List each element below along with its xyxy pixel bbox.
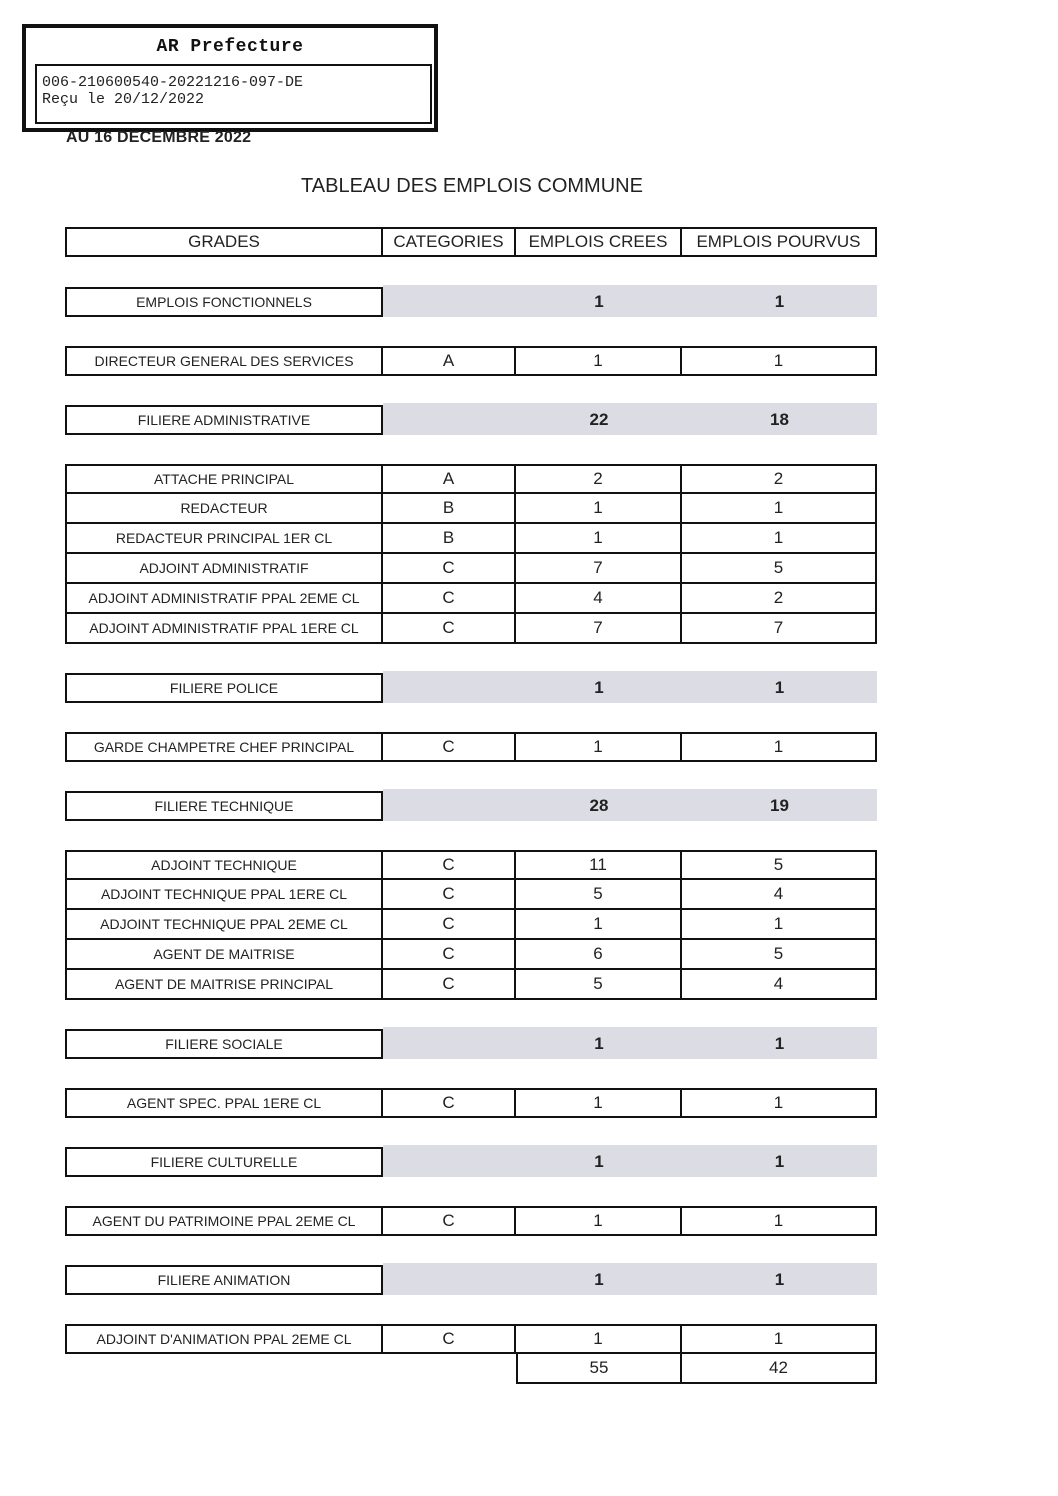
table-row: [65, 614, 877, 644]
grade-cell: AGENT DE MAITRISE PRINCIPAL: [65, 970, 383, 1000]
grade-cell: ADJOINT TECHNIQUE PPAL 1ERE CL: [65, 880, 383, 910]
stamp-title: AR Prefecture: [156, 37, 304, 57]
grade-cell: AGENT DU PATRIMOINE PPAL 2EME CL: [65, 1206, 383, 1236]
category-cell: C: [383, 554, 516, 584]
emplois-pourvus-cell: 4: [682, 880, 877, 910]
header-grades: GRADES: [65, 227, 383, 257]
table-row: [65, 464, 877, 494]
category-cell: A: [383, 464, 516, 494]
emplois-crees-cell: 4: [516, 584, 682, 614]
section-emplois-crees: 1: [594, 1034, 604, 1053]
emplois-crees-cell: 5: [516, 970, 682, 1000]
table-row: [65, 910, 877, 940]
emplois-crees-cell: 1: [516, 910, 682, 940]
stamp-reference: 006-210600540-20221216-097-DE: [42, 74, 304, 91]
emplois-crees-cell: 2: [516, 464, 682, 494]
grade-cell: ADJOINT ADMINISTRATIF PPAL 2EME CL: [65, 584, 383, 614]
table-row: [65, 940, 877, 970]
table-row: [65, 494, 877, 524]
stamp-details: [35, 64, 432, 124]
section-name: FILIERE ADMINISTRATIVE: [65, 405, 383, 435]
grade-cell: AGENT DE MAITRISE: [65, 940, 383, 970]
grade-cell: ATTACHE PRINCIPAL: [65, 464, 383, 494]
prefecture-stamp: [22, 24, 438, 132]
table-header: [65, 227, 877, 257]
section-row: [65, 287, 877, 317]
section-name: FILIERE POLICE: [65, 673, 383, 703]
section-row: [65, 791, 877, 821]
section-emplois-pourvus: 1: [774, 678, 785, 697]
section-emplois-crees: 1: [594, 1270, 604, 1289]
emplois-pourvus-cell: 5: [682, 554, 877, 584]
grade-cell: ADJOINT ADMINISTRATIF: [65, 554, 383, 584]
grade-cell: ADJOINT TECHNIQUE PPAL 2EME CL: [65, 910, 383, 940]
emplois-pourvus-cell: 5: [682, 850, 877, 880]
emplois-pourvus-cell: 4: [682, 970, 877, 1000]
emplois-pourvus-cell: 7: [682, 614, 877, 644]
totals-row: [65, 1354, 877, 1384]
emplois-pourvus-cell: 1: [682, 732, 877, 762]
emplois-crees-cell: 1: [516, 1206, 682, 1236]
section-emplois-pourvus: 19: [770, 796, 789, 815]
table-row: [65, 880, 877, 910]
section-row: [65, 673, 877, 703]
category-cell: A: [383, 346, 516, 376]
section-name: FILIERE CULTURELLE: [65, 1147, 383, 1177]
category-cell: C: [383, 970, 516, 1000]
emplois-crees-cell: 1: [516, 732, 682, 762]
emplois-crees-cell: 5: [516, 880, 682, 910]
total-emplois-crees: 55: [516, 1354, 682, 1384]
table-row: [65, 850, 877, 880]
category-cell: C: [383, 1088, 516, 1118]
header-emplois-pourvus: EMPLOIS POURVUS: [682, 227, 877, 257]
category-cell: C: [383, 850, 516, 880]
section-name: FILIERE TECHNIQUE: [65, 791, 383, 821]
category-cell: B: [383, 494, 516, 524]
emplois-crees-cell: 7: [516, 554, 682, 584]
table-row: [65, 1088, 877, 1118]
emplois-crees-cell: 7: [516, 614, 682, 644]
section-row: [65, 1147, 877, 1177]
category-cell: C: [383, 1206, 516, 1236]
section-emplois-crees: 1: [594, 1152, 604, 1171]
emplois-crees-cell: 1: [516, 494, 682, 524]
section-row: [65, 405, 877, 435]
date-heading: AU 16 DECEMBRE 2022: [66, 129, 252, 146]
grade-cell: ADJOINT D'ANIMATION PPAL 2EME CL: [65, 1324, 383, 1354]
section-row: [65, 1265, 877, 1295]
emplois-pourvus-cell: 1: [682, 524, 877, 554]
document-title: TABLEAU DES EMPLOIS COMMUNE: [301, 175, 643, 197]
grade-cell: REDACTEUR: [65, 494, 383, 524]
emplois-crees-cell: 1: [516, 346, 682, 376]
section-emplois-pourvus: 1: [774, 292, 785, 311]
emplois-pourvus-cell: 1: [682, 910, 877, 940]
total-emplois-pourvus: 42: [682, 1354, 877, 1384]
emplois-pourvus-cell: 1: [682, 346, 877, 376]
emplois-crees-cell: 1: [516, 1088, 682, 1118]
emplois-pourvus-cell: 2: [682, 584, 877, 614]
grade-cell: GARDE CHAMPETRE CHEF PRINCIPAL: [65, 732, 383, 762]
emplois-pourvus-cell: 1: [682, 494, 877, 524]
table-row: [65, 1206, 877, 1236]
header-categories: CATEGORIES: [383, 227, 516, 257]
emplois-crees-cell: 1: [516, 1324, 682, 1354]
emplois-pourvus-cell: 1: [682, 1206, 877, 1236]
table-row: [65, 970, 877, 1000]
emplois-pourvus-cell: 1: [682, 1324, 877, 1354]
grade-cell: ADJOINT TECHNIQUE: [65, 850, 383, 880]
section-emplois-crees: 28: [589, 796, 609, 815]
table-row: [65, 346, 877, 376]
table-row: [65, 732, 877, 762]
section-name: EMPLOIS FONCTIONNELS: [65, 287, 383, 317]
header-emplois-crees: EMPLOIS CREES: [516, 227, 682, 257]
section-name: FILIERE SOCIALE: [65, 1029, 383, 1059]
grade-cell: REDACTEUR PRINCIPAL 1ER CL: [65, 524, 383, 554]
category-cell: C: [383, 584, 516, 614]
section-emplois-pourvus: 18: [770, 410, 789, 429]
emplois-crees-cell: 6: [516, 940, 682, 970]
section-name: FILIERE ANIMATION: [65, 1265, 383, 1295]
table-row: [65, 1324, 877, 1354]
table-row: [65, 584, 877, 614]
stamp-received-date: Reçu le 20/12/2022: [42, 91, 205, 108]
category-cell: B: [383, 524, 516, 554]
category-cell: C: [383, 880, 516, 910]
section-emplois-pourvus: 1: [774, 1152, 785, 1171]
section-row: [65, 1029, 877, 1059]
grade-cell: DIRECTEUR GENERAL DES SERVICES: [65, 346, 383, 376]
section-emplois-pourvus: 1: [774, 1034, 785, 1053]
emplois-pourvus-cell: 1: [682, 1088, 877, 1118]
emplois-pourvus-cell: 5: [682, 940, 877, 970]
emplois-crees-cell: 11: [516, 850, 682, 880]
category-cell: C: [383, 910, 516, 940]
table-row: [65, 554, 877, 584]
emplois-pourvus-cell: 2: [682, 464, 877, 494]
section-emplois-pourvus: 1: [774, 1270, 785, 1289]
category-cell: C: [383, 940, 516, 970]
category-cell: C: [383, 1324, 516, 1354]
category-cell: C: [383, 732, 516, 762]
section-emplois-crees: 1: [594, 292, 604, 311]
table-row: [65, 524, 877, 554]
category-cell: C: [383, 614, 516, 644]
emplois-crees-cell: 1: [516, 524, 682, 554]
grade-cell: AGENT SPEC. PPAL 1ERE CL: [65, 1088, 383, 1118]
section-emplois-crees: 1: [594, 678, 604, 697]
grade-cell: ADJOINT ADMINISTRATIF PPAL 1ERE CL: [65, 614, 383, 644]
section-emplois-crees: 22: [589, 410, 609, 429]
